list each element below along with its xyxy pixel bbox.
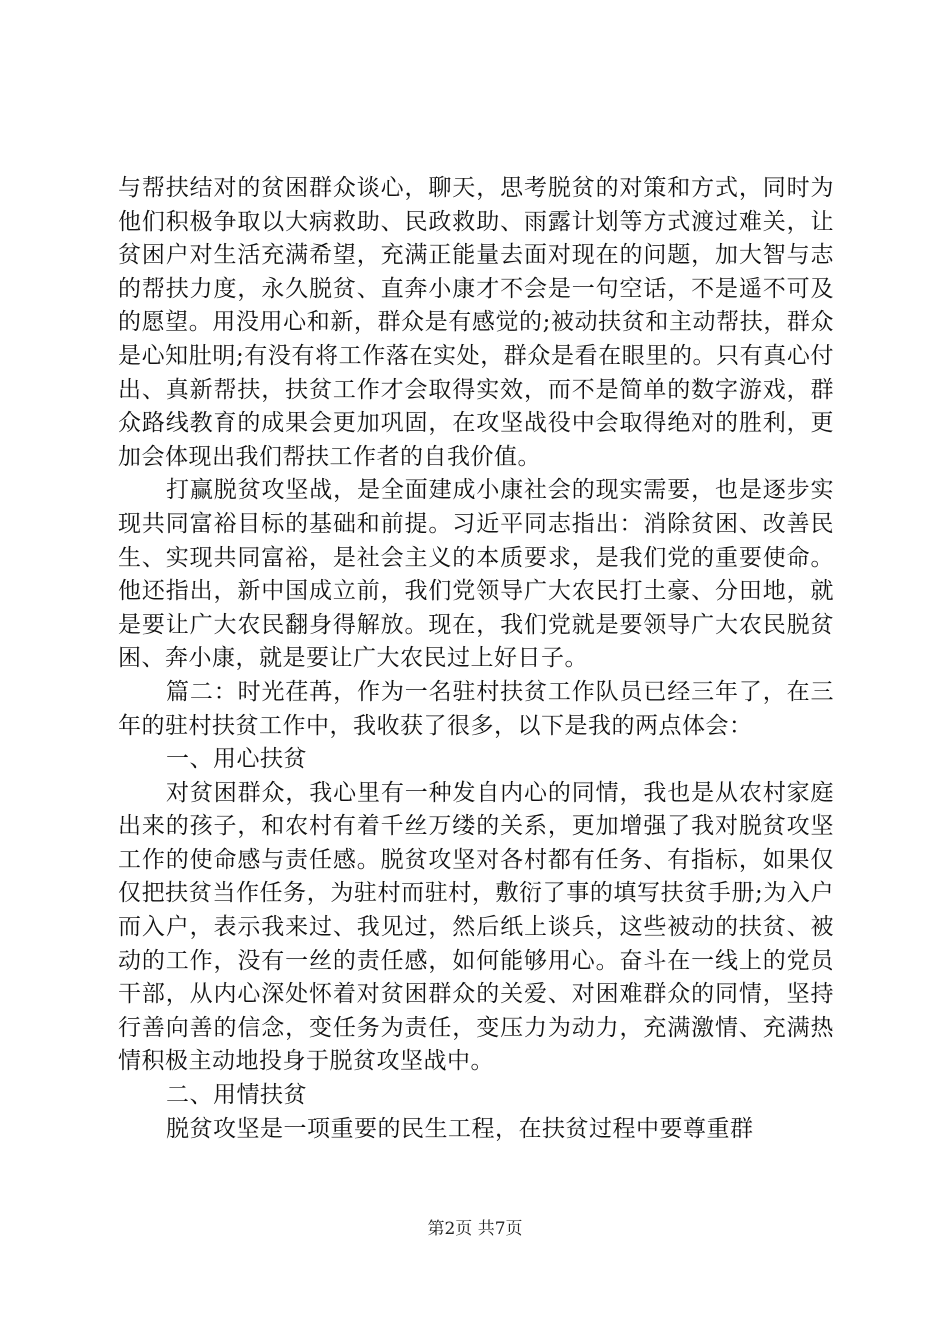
section-heading: 一、用心扶贫 [166,746,307,773]
paragraph: 对贫困群众，我心里有一种发自内心的同情，我也是从农村家庭出来的孩子，和农村有着千丝万缕的关系，更加增强了我对脱贫攻坚工作的使命感与责任感。脱贫攻坚对各村都有任务、有指标，如果仅仅把扶贫当作任务，为驻村而驻村，敷衍了事的填写扶贫手册;为入户而入户，表示我来过、我见过，然后纸上谈兵，这些被动的扶贫、被动的工作，没有一丝的责任感，如何能够用心。奋斗在一线上的党员干部，从内心深处怀着对贫困群众的关爱、对困难群众的同情，坚持行善向善的信念，变任务为责任，变压力为动力，充满激情、充满热情积极主动地投身于脱贫攻坚战中。 [118,779,834,1075]
page-footer [0,1214,950,1239]
paragraph: 篇二：时光荏苒，作为一名驻村扶贫工作队员已经三年了，在三年的驻村扶贫工作中，我收获了很多，以下是我的两点体会： [118,678,834,739]
paragraph: 打赢脱贫攻坚战，是全面建成小康社会的现实需要，也是逐步实现共同富裕目标的基础和前提。习近平同志指出：消除贫困、改善民生、实现共同富裕，是社会主义的本质要求，是我们党的重要使命。他还指出，新中国成立前，我们党领导广大农民打土豪、分田地，就是要让广大农民翻身得解放。现在，我们党就是要领导广大农民脱贫困、奔小康，就是要让广大农民过上好日子。 [118,477,834,672]
paragraph-continuation: 与帮扶结对的贫困群众谈心，聊天，思考脱贫的对策和方式，同时为他们积极争取以大病救助、民政救助、雨露计划等方式渡过难关，让贫困户对生活充满希望，充满正能量去面对现在的问题，加大智与志的帮扶力度，永久脱贫、直奔小康才不会是一句空话，不是遥不可及的愿望。用没用心和新，群众是有感觉的;被动扶贫和主动帮扶，群众是心知肚明;有没有将工作落在实处，群众是看在眼里的。只有真心付出、真新帮扶，扶贫工作才会取得实效，而不是简单的数字游戏，群众路线教育的成果会更加巩固，在攻坚战役中会取得绝对的胜利，更加会体现出我们帮扶工作者的自我价值。 [118,175,834,470]
section-heading: 二、用情扶贫 [166,1082,307,1109]
page-number: 第2页 共7页 [427,1219,523,1239]
document-body [118,172,834,1146]
paragraph: 脱贫攻坚是一项重要的民生工程，在扶贫过程中要尊重群 [166,1115,754,1142]
